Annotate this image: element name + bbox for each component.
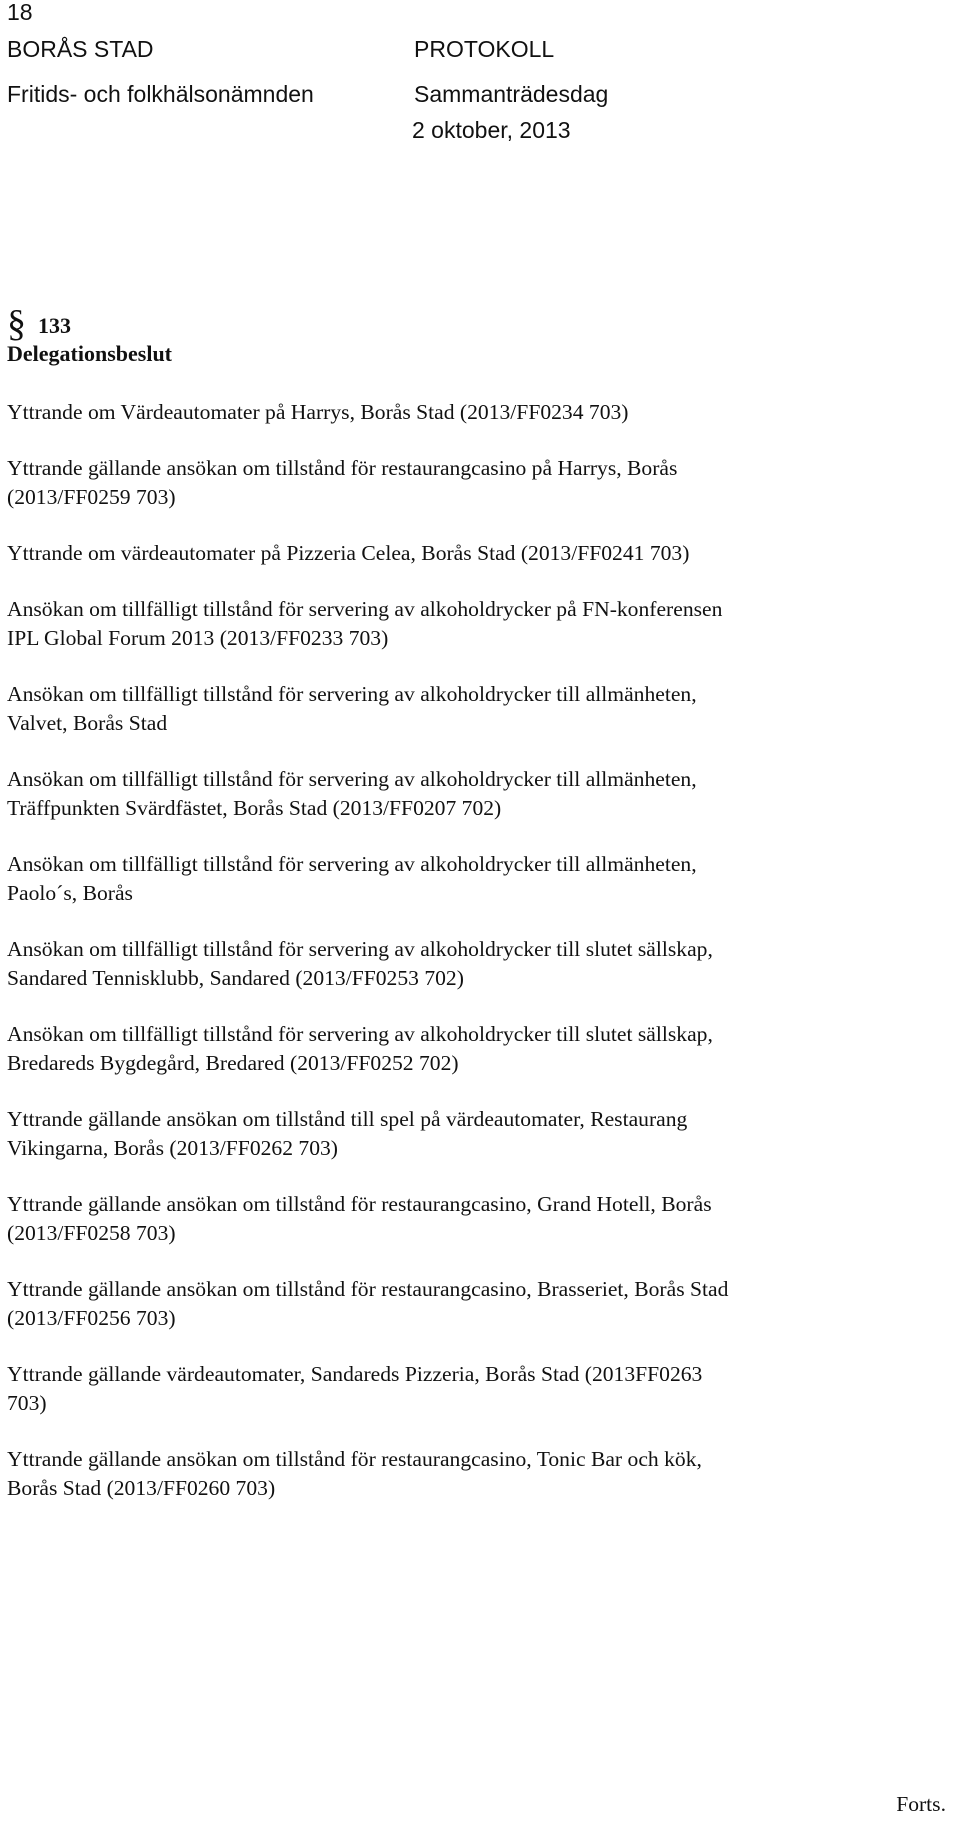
decision-item [7,935,947,993]
decision-item-line: Valvet, Borås Stad [7,711,168,735]
decision-item-line: Yttrande om Värdeautomater på Harrys, Borås Stad (2013/FF0234 703) [7,400,629,424]
decision-item-line: Ansökan om tillfälligt tillstånd för servering av alkoholdrycker till allmänheten, [7,682,697,706]
decision-item-line: Paolo´s, Borås [7,881,133,905]
decision-item-line: Yttrande gällande ansökan om tillstånd för restaurangcasino, Grand Hotell, Borås [7,1192,712,1216]
decision-item-line: Yttrande gällande ansökan om tillstånd till spel på värdeautomater, Restaurang [7,1107,688,1131]
decision-item-line: Borås Stad (2013/FF0260 703) [7,1476,276,1500]
section-number: 133 [38,313,71,338]
decision-item-line: Bredareds Bygdegård, Bredared (2013/FF0252 702) [7,1051,459,1075]
committee-name: Fritids- och folkhälsonämnden [7,81,314,107]
decision-item-line: Ansökan om tillfälligt tillstånd för servering av alkoholdrycker till slutet sällskap, [7,937,713,961]
decision-item-line: Yttrande gällande ansökan om tillstånd för restaurangcasino, Tonic Bar och kök, [7,1447,702,1471]
decision-item [7,1020,947,1078]
decision-item-line: Yttrande om värdeautomater på Pizzeria Celea, Borås Stad (2013/FF0241 703) [7,541,690,565]
decision-item [7,1360,947,1418]
decision-item-line: Träffpunkten Svärdfästet, Borås Stad (2013/FF0207 702) [7,796,502,820]
decision-item-line: (2013/FF0259 703) [7,485,176,509]
decision-item-line: Vikingarna, Borås (2013/FF0262 703) [7,1136,338,1160]
section-title: Delegationsbeslut [7,341,172,366]
organization-name: BORÅS STAD [7,36,154,62]
section-sign: § [7,303,26,345]
decision-item [7,1105,947,1163]
decision-item [7,539,947,568]
decision-item-line: Yttrande gällande ansökan om tillstånd för restaurangcasino, Brasseriet, Borås Stad [7,1277,729,1301]
page-number: 18 [7,0,33,25]
decision-item-line: Ansökan om tillfälligt tillstånd för servering av alkoholdrycker till slutet sällskap, [7,1022,713,1046]
decision-item [7,1275,947,1333]
decision-item [7,765,947,823]
decision-item-line: Ansökan om tillfälligt tillstånd för servering av alkoholdrycker till allmänheten, [7,767,697,791]
decision-list [7,398,947,1530]
decision-item [7,595,947,653]
decision-item [7,1445,947,1503]
decision-item [7,398,947,427]
meeting-label: Sammanträdesdag [414,81,609,107]
decision-item [7,1190,947,1248]
decision-item-line: Ansökan om tillfälligt tillstånd för servering av alkoholdrycker på FN-konferensen [7,597,723,621]
meeting-date: 2 oktober, 2013 [412,117,571,143]
decision-item-line: (2013/FF0256 703) [7,1306,176,1330]
decision-item-line: Yttrande gällande ansökan om tillstånd för restaurangcasino på Harrys, Borås [7,456,678,480]
decision-item [7,850,947,908]
decision-item [7,680,947,738]
decision-item-line: 703) [7,1391,47,1415]
decision-item-line: (2013/FF0258 703) [7,1221,176,1245]
decision-item-line: Yttrande gällande värdeautomater, Sandareds Pizzeria, Borås Stad (2013FF0263 [7,1362,703,1386]
decision-item-line: Ansökan om tillfälligt tillstånd för servering av alkoholdrycker till allmänheten, [7,852,697,876]
continued-note: Forts. [896,1792,946,1816]
decision-item-line: Sandared Tennisklubb, Sandared (2013/FF0253 702) [7,966,464,990]
document-type: PROTOKOLL [414,36,555,62]
decision-item-line: IPL Global Forum 2013 (2013/FF0233 703) [7,626,389,650]
decision-item [7,454,947,512]
